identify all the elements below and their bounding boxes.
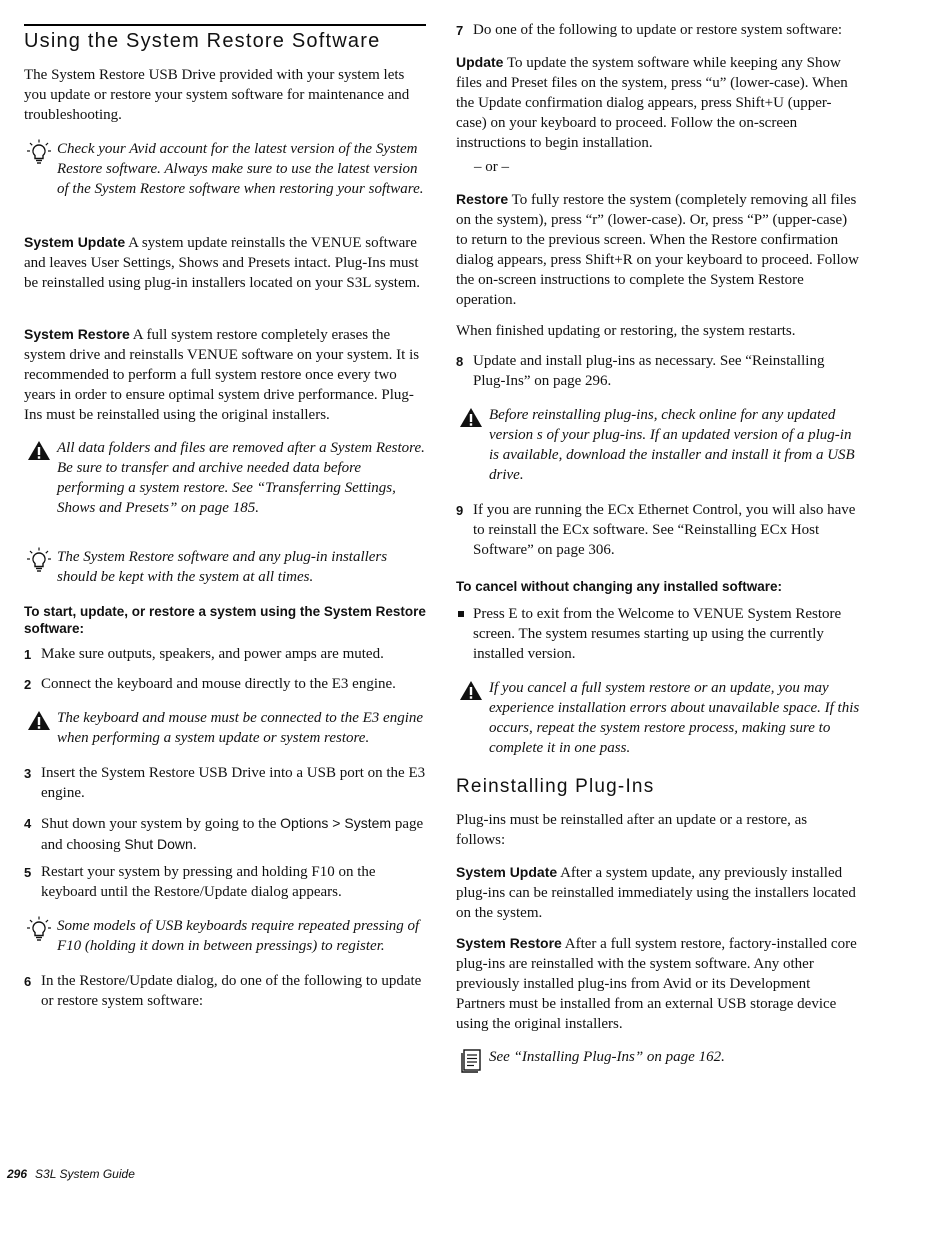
restore-option-paragraph	[456, 189, 860, 310]
system-restore-lead: System Restore	[24, 326, 130, 342]
step-text: Make sure outputs, speakers, and power amps are muted.	[41, 646, 384, 662]
section-heading: Reinstalling Plug-Ins	[456, 776, 655, 797]
step-number: 8	[456, 354, 464, 369]
page-number: 296	[7, 1167, 28, 1181]
crossref-note	[456, 1047, 860, 1067]
warning-note	[24, 438, 426, 518]
reinstall-update-lead: System Update	[456, 864, 558, 880]
system-update-text: A system update reinstalls the VENUE software and leaves User Settings, Shows and Presets intact. Plug-Ins must be reinstalled using plug-in installers located on your S3L system.	[24, 235, 421, 291]
bullet-item	[456, 604, 860, 664]
intro-paragraph: The System Restore USB Drive provided with your system lets you update or restore your system software for maintenance and troubleshooting.	[24, 67, 410, 123]
or-separator: – or –	[474, 159, 509, 175]
restore-option-lead: Restore	[456, 191, 509, 207]
tip-note	[24, 547, 426, 587]
lightbulb-icon	[26, 547, 52, 573]
warning-text: All data folders and files are removed after a System Restore. Be sure to transfer and archive needed data before performing a system restore. See “Transferring Settings, Shows and Presets” on page 185.	[57, 440, 425, 516]
warning-triangle-icon	[26, 708, 52, 734]
step-text: If you are running the ECx Ethernet Control, you will also have to reinstall the ECx software. See “Reinstalling ECx Host Software” on page 306.	[473, 502, 856, 558]
warning-note	[456, 405, 860, 485]
update-option-paragraph	[456, 52, 860, 153]
step-item	[24, 644, 426, 664]
update-option-lead: Update	[456, 54, 504, 70]
step-text: Insert the System Restore USB Drive into a USB port on the E3 engine.	[41, 765, 426, 801]
step-item	[456, 500, 860, 560]
lightbulb-icon	[26, 139, 52, 165]
warning-text: The keyboard and mouse must be connected to the E3 engine when performing a system update or system restore.	[57, 710, 424, 746]
tip-text: Check your Avid account for the latest version of the System Restore software. Always make sure to use the latest version of the System Restore software when restoring your software.	[57, 141, 424, 197]
finished-paragraph: When finished updating or restoring, the system restarts.	[456, 323, 796, 339]
warning-text: Before reinstalling plug-ins, check online for any updated version s of your plug-ins. If an updated version of a plug-in is available, download the installer and install it from a USB drive.	[489, 407, 855, 483]
tip-text: The System Restore software and any plug-in installers should be kept with the system at all times.	[57, 549, 388, 585]
step-text: In the Restore/Update dialog, do one of the following to update or restore system software:	[41, 973, 422, 1009]
section-heading: Using the System Restore Software	[24, 30, 381, 52]
tip-note	[24, 139, 426, 199]
warning-triangle-icon	[26, 438, 52, 464]
reinstall-update-paragraph	[456, 862, 860, 923]
system-restore-text: A full system restore completely erases the system drive and reinstalls VENUE software on your system. It is recommended to perform a full system restore once every two years in order to ensure optimal system drive performance. Plug-Ins must be reinstalled using the original installers.	[24, 327, 420, 423]
warning-note	[456, 678, 860, 758]
step-item	[24, 862, 426, 902]
step-text: Update and install plug-ins as necessary. See “Reinstalling Plug-Ins” on page 296.	[473, 353, 825, 389]
step-item	[24, 674, 426, 694]
system-restore-paragraph	[24, 324, 426, 425]
bullet-marker	[458, 611, 464, 617]
warning-triangle-icon	[458, 405, 484, 431]
reinstall-update-text: After a system update, any previously installed plug-ins can be reinstalled immediately using the installers located on the system.	[456, 865, 856, 921]
warning-note	[24, 708, 426, 748]
step-text-post: .	[192, 837, 197, 853]
step-number: 4	[24, 816, 32, 831]
reinstall-restore-text: After a full system restore, factory-installed core plug-ins are reinstalled with the system software. Any other previously installed plug-ins from Avid or its Development Partners must be installed from an external USB storage device using the original installers.	[456, 936, 857, 1032]
step-item	[456, 351, 860, 391]
tip-note	[24, 916, 426, 956]
system-update-paragraph	[24, 232, 426, 293]
bullet-text: Press E to exit from the Welcome to VENUE System Restore screen. The system resumes starting up using the currently installed version.	[473, 606, 842, 662]
step-text-pre: Shut down your system by going to the	[41, 816, 277, 832]
crossref-text: See “Installing Plug-Ins” on page 162.	[489, 1049, 725, 1065]
step-text: Restart your system by pressing and holding F10 on the keyboard until the Restore/Update dialog appears.	[41, 864, 376, 900]
step-number: 2	[24, 677, 32, 692]
reinstall-restore-paragraph	[456, 933, 860, 1034]
restore-option-text: To fully restore the system (completely removing all files on the system), press “r” (lower-case). Or, press “P” (upper-case) to return to the previous screen. When the Restore confirmation dialog appears, press Shift+R on your keyboard to proceed. Follow the on-screen instructions to complete the System Restore operation.	[456, 192, 859, 308]
step-number: 1	[24, 647, 32, 662]
step-text: Connect the keyboard and mouse directly to the E3 engine.	[41, 676, 396, 692]
section-rule	[24, 24, 426, 26]
warning-triangle-icon	[458, 678, 484, 704]
warning-text: If you cancel a full system restore or an update, you may experience installation errors about unavailable space. If this occurs, repeat the system restore process, making sure to complete it in one pass.	[489, 680, 860, 756]
menu-path-options-system: Options > System	[280, 815, 392, 831]
step-number: 6	[24, 974, 32, 989]
step-item	[24, 763, 426, 803]
procedure-heading: To start, update, or restore a system using the System Restore software:	[24, 604, 426, 636]
page-footer	[7, 1167, 135, 1181]
update-option-text: To update the system software while keeping any Show files and Preset files on the system, press “u” (lower-case). When the Update confirmation dialog appears, press Shift+U (upper-case) on your keyboard to proceed. Follow the on-screen instructions to begin installation.	[456, 55, 848, 151]
step-text: Do one of the following to update or restore system software:	[473, 22, 843, 38]
guide-title: S3L System Guide	[35, 1167, 135, 1181]
step-item	[24, 971, 426, 1011]
step-number: 7	[456, 23, 464, 38]
step-item	[456, 20, 860, 40]
system-update-lead: System Update	[24, 234, 126, 250]
menu-command-shut-down: Shut Down	[124, 836, 193, 852]
cancel-heading: To cancel without changing any installed software:	[456, 579, 783, 594]
reinstall-restore-lead: System Restore	[456, 935, 562, 951]
step-text-mid: page and choosing	[41, 816, 424, 853]
step-number: 3	[24, 766, 32, 781]
reinstall-intro: Plug-ins must be reinstalled after an update or a restore, as follows:	[456, 812, 808, 848]
document-icon	[458, 1047, 484, 1073]
lightbulb-icon	[26, 916, 52, 942]
tip-text: Some models of USB keyboards require repeated pressing of F10 (holding it down in between pressings) to register.	[57, 918, 420, 954]
step-number: 9	[456, 503, 464, 518]
step-number: 5	[24, 865, 32, 880]
step-item	[24, 813, 426, 855]
